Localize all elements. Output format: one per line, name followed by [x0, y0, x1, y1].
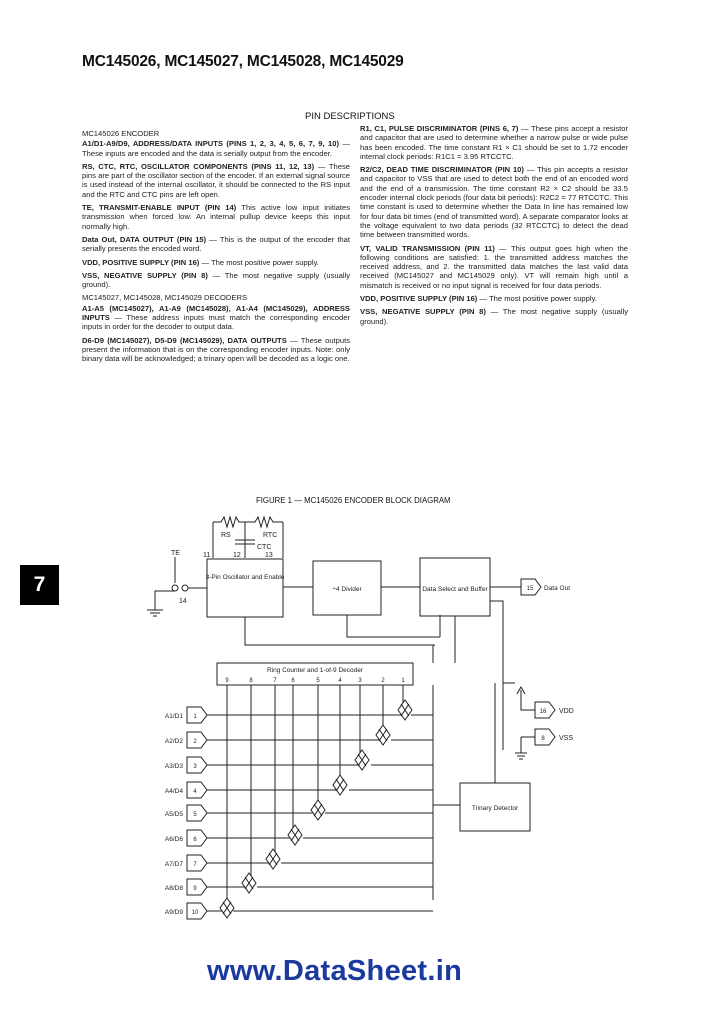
- pin-description: [82, 139, 350, 158]
- pin-description-body: — These pins are part of the oscillator section of the encoder. If an external signal source is used instead of the internal oscillator, it should be connected to the RS input and the RTC and CTC pins are left open.: [82, 161, 350, 199]
- column-subheading: MC145026 ENCODER: [82, 129, 160, 138]
- ring-tap-number: 2: [381, 678, 385, 684]
- ring-tap-number: 5: [316, 678, 320, 684]
- pin-13-label: 13: [265, 552, 273, 559]
- pin-description-body: — This pin accepts a resistor and capacitor to VSS that are used to detect both the end of an encoded word and the end of a transmission. The time constant R2 × C2 should be 33.5 encoder internal clock periods (four data bit periods): R2C2 = 77 RTCCTC. This time constant is used to determine whether the Data In line has remained low for four data bit times (end of transmitted word). A separate comparator looks at the voltage equivalent to two data periods (32 RTCCTC) to detect the dead time between transmitted words.: [360, 165, 628, 240]
- ring-tap-number: 4: [338, 678, 342, 684]
- pin-description-body: — This output goes high when the following conditions are satisfied: 1. the transmitted address matches the received address, and 2. the transmitted data matches the last valid data received (MC145027 and MC145029 only). VT will remain high until a mismatch is received or no input signal is received for four data periods.: [360, 243, 629, 290]
- selector-block-label: Data Select and Buffer: [422, 586, 488, 593]
- input-pin-label: A3/D3: [164, 763, 183, 770]
- te-label: TE: [171, 550, 180, 557]
- input-pin-label: A2/D2: [164, 738, 183, 745]
- pin-description: [360, 307, 628, 326]
- pin-12-label: 12: [233, 552, 241, 559]
- input-pin-number: 6: [193, 837, 197, 843]
- pin-description-heading: VDD, POSITIVE SUPPLY (PIN 16): [82, 257, 200, 267]
- pin-description: [360, 294, 628, 303]
- te-pin-number: 14: [179, 598, 187, 605]
- encoder-block-diagram: [135, 505, 615, 935]
- input-pin-number: 2: [193, 739, 197, 745]
- pin-description: [82, 235, 350, 254]
- input-pin-number: 9: [193, 886, 197, 892]
- vss-pin-number: 8: [541, 736, 545, 742]
- ring-tap-number: 1: [401, 678, 405, 684]
- input-pin-number: 4: [193, 789, 197, 795]
- ring-counter-label: Ring Counter and 1-of-9 Decoder: [266, 667, 364, 674]
- pin-description-heading: VT, VALID TRANSMISSION (PIN 11): [360, 243, 495, 253]
- input-pin-number: 3: [193, 764, 197, 770]
- input-pin-box: [187, 732, 207, 748]
- column-subheading: MC145027, MC145028, MC145029 DECODERS: [82, 293, 248, 303]
- pin-description-body: — These pins accept a resistor and capacitor that are used to determine whether a narrow pulse or wide pulse has been encoded. The time constant R1 × C1 should be set to 1.72 encoder internal clock periods: R1C1 = 3.95 RTCCTC.: [360, 124, 628, 161]
- pin-description-body: — These inputs are encoded and the data is serially output from the encoder.: [82, 139, 350, 158]
- input-pin-label: A6/D6: [164, 836, 183, 843]
- input-pin-number: 1: [193, 714, 197, 720]
- pin-description: [82, 162, 350, 199]
- ring-tap-number: 7: [273, 678, 277, 684]
- input-pin-number: 7: [193, 862, 197, 868]
- pin-11-label: 11: [203, 552, 211, 559]
- ctc-label: CTC: [257, 544, 272, 551]
- pin-description: [82, 304, 350, 332]
- pin-description: [360, 124, 628, 161]
- pin-description-heading: VSS, NEGATIVE SUPPLY (PIN 8): [360, 307, 486, 317]
- pin-description-heading: D6-D9 (MC145027), D5-D9 (MC145029), DATA OUTPUTS: [82, 335, 287, 345]
- pin-description-heading: A1/D1-A9/D9, ADDRESS/DATA INPUTS (PINS 1, 2, 3, 4, 5, 6, 7, 9, 10): [82, 139, 339, 149]
- oscillator-block-label: 3-Pin Oscillator and Enable: [205, 574, 285, 581]
- pin-description: [82, 271, 350, 290]
- ring-tap-number: 9: [225, 678, 229, 684]
- rtc-label: RTC: [263, 532, 278, 539]
- section-title: PIN DESCRIPTIONS: [305, 111, 395, 122]
- watermark-url[interactable]: www.DataSheet.in: [207, 955, 463, 987]
- pin-description-heading: VSS, NEGATIVE SUPPLY (PIN 8): [82, 270, 208, 280]
- vss-label: VSS: [559, 735, 574, 742]
- pin-description: [82, 258, 350, 267]
- pin-description-heading: TE, TRANSMIT-ENABLE INPUT (PIN 14): [82, 203, 237, 213]
- vdd-pin-number: 16: [539, 709, 547, 715]
- data-out-pin-number: 15: [526, 586, 534, 592]
- input-pin-label: A4/D4: [164, 788, 183, 795]
- pin-description-body: — The most negative supply (usually ground).: [360, 307, 628, 326]
- pin-description: [360, 244, 628, 290]
- pin-description-body: This active low input initiates transmission when forced low. An internal pullup device keeps this input normally high.: [82, 203, 350, 231]
- rs-label: RS: [221, 532, 231, 539]
- input-pin-label: A1/D1: [164, 713, 183, 720]
- pin-description-body: — These address inputs must match the corresponding encoder inputs in order for the decoder to output data.: [82, 313, 350, 332]
- input-pin-box: [187, 879, 207, 895]
- pin-description-body: — The most positive power supply.: [477, 294, 597, 304]
- input-pin-number: 5: [193, 812, 197, 818]
- input-pin-number: 10: [191, 910, 199, 916]
- trinary-detector-label: Trinary Detector: [471, 805, 519, 812]
- left-column: [82, 127, 350, 368]
- chapter-tab: 7: [20, 565, 59, 605]
- pin-description-heading: A1-A5 (MC145027), A1-A9 (MC145028), A1-A4 (MC145029), ADDRESS INPUTS: [82, 303, 350, 323]
- divider-block-label: ÷4 Divider: [332, 586, 362, 593]
- input-pin-box: [187, 855, 207, 871]
- input-pin-box: [187, 805, 207, 821]
- figure-caption: FIGURE 1 — MC145026 ENCODER BLOCK DIAGRAM: [256, 496, 451, 505]
- input-pin-box: [187, 830, 207, 846]
- pin-description-body: — This is the output of the encoder that serially presents the encoded word.: [82, 234, 350, 254]
- right-column: [360, 124, 628, 330]
- input-pin-label: A5/D5: [164, 811, 183, 818]
- pin-description-heading: RS, CTC, RTC, OSCILLATOR COMPONENTS (PINS 11, 12, 13): [82, 161, 315, 171]
- ring-tap-number: 3: [358, 678, 362, 684]
- pin-description-heading: Data Out, DATA OUTPUT (PIN 15): [82, 234, 207, 244]
- pin-description: [82, 203, 350, 231]
- input-pin-label: A7/D7: [164, 861, 183, 868]
- pin-description-body: — The most positive power supply.: [199, 257, 319, 267]
- input-pin-label: A9/D9: [164, 909, 183, 916]
- pin-description-body: — These outputs present the information that is on the corresponding encoder inputs. Note: only binary data will be acknowledged; a trinary open will be decoded as a logic one.: [82, 335, 350, 364]
- page-header-title: MC145026, MC145027, MC145028, MC145029: [82, 53, 404, 70]
- ring-tap-number: 8: [249, 678, 253, 684]
- pin-description: [360, 165, 628, 239]
- pin-description: [82, 336, 350, 364]
- input-pin-box: [187, 782, 207, 798]
- input-pin-box: [187, 757, 207, 773]
- input-pin-label: A8/D8: [164, 885, 183, 892]
- input-pin-box: [187, 707, 207, 723]
- pin-description-body: — The most negative supply (usually ground).: [82, 270, 350, 290]
- vdd-label: VDD: [559, 708, 574, 715]
- pin-description-heading: R2/C2, DEAD TIME DISCRIMINATOR (PIN 10): [360, 165, 524, 175]
- pin-description-heading: VDD, POSITIVE SUPPLY (PIN 16): [360, 294, 478, 304]
- data-out-label: Data Out: [544, 585, 571, 592]
- ring-tap-number: 6: [291, 678, 295, 684]
- pin-description-heading: R1, C1, PULSE DISCRIMINATOR (PINS 6, 7): [360, 124, 519, 133]
